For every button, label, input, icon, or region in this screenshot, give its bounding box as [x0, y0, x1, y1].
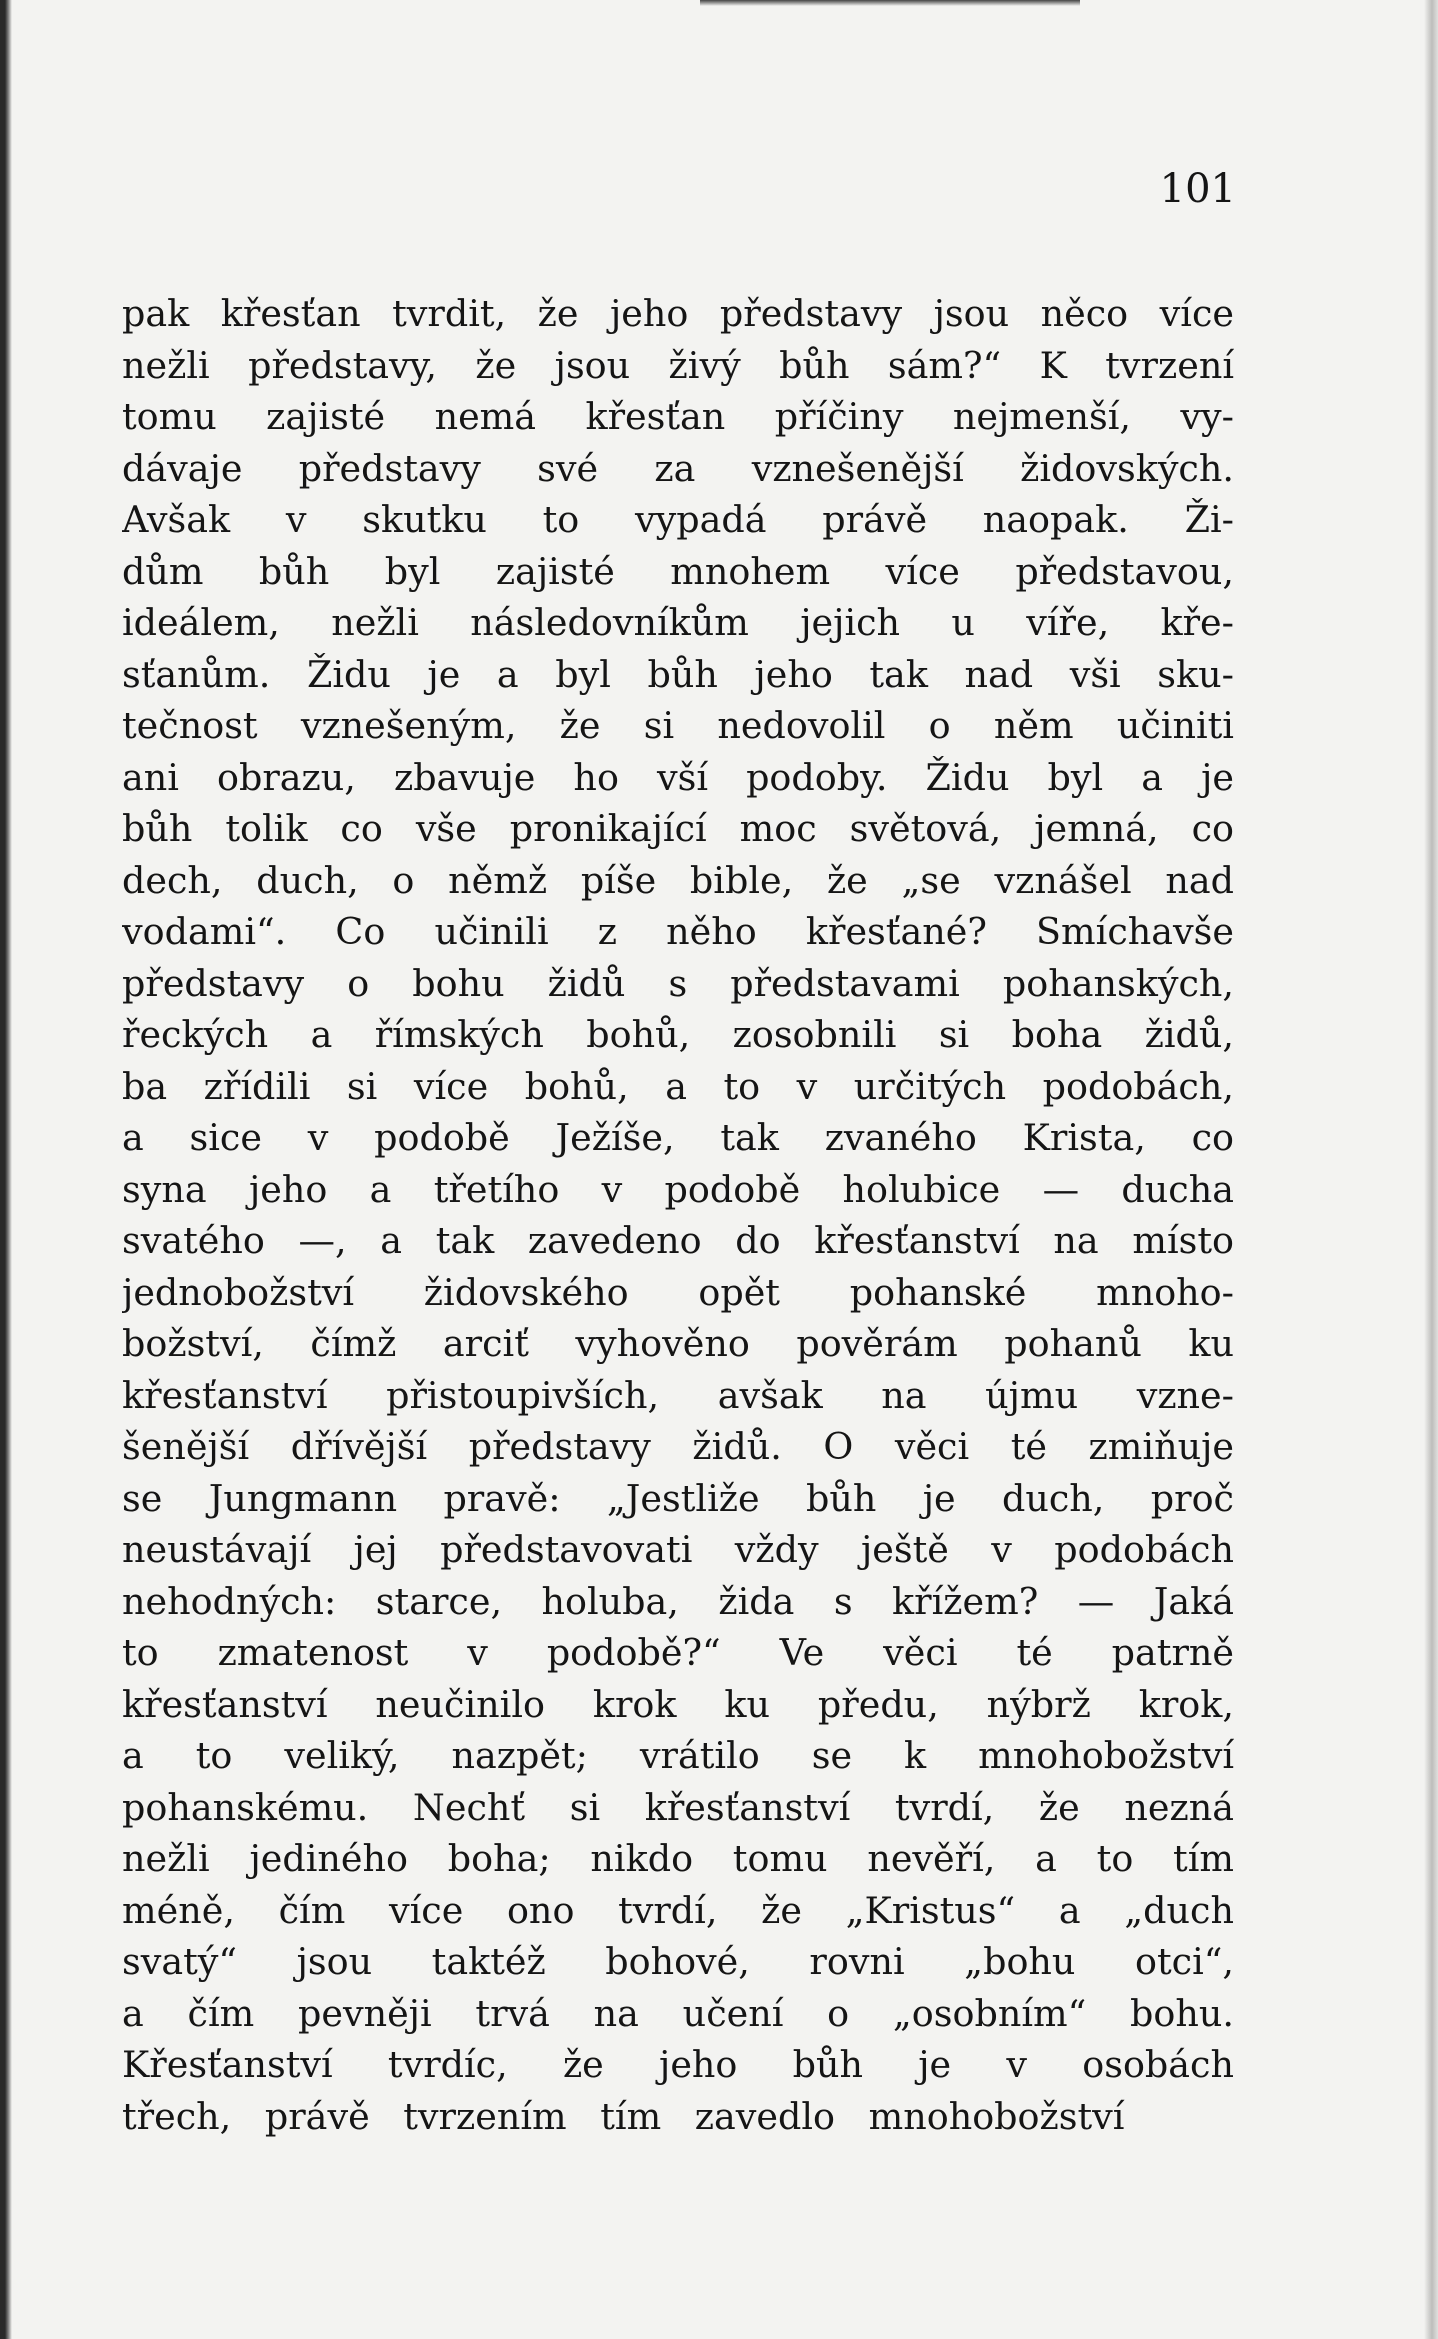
page-number: 101 — [1159, 166, 1236, 212]
text-line: nežli představy, že jsou živý bůh sám?“ K tvrzení — [122, 343, 1234, 387]
text-line: a sice v podobě Ježíše, tak zvaného Krista, co — [122, 1116, 1234, 1159]
text-line: to zmatenost v podobě?“ Ve věci té patrně — [122, 1631, 1234, 1674]
text-line: řeckých a římských bohů, zosobnili si boha židů, — [122, 1013, 1234, 1056]
text-line: svatého —, a tak zavedeno do křesťanství na místo — [122, 1219, 1234, 1262]
text-line: se Jungmann pravě: „Jestliže bůh je duch, proč — [122, 1476, 1234, 1520]
text-line: neustávají jej představovati vždy ještě v podobách — [122, 1528, 1234, 1571]
text-line: třech, právě tvrzením tím zavedlo mnohobožství — [122, 2094, 1125, 2138]
page-left-edge — [0, 0, 12, 2339]
text-line: tečnost vznešeným, že si nedovolil o něm učiniti — [122, 704, 1234, 747]
text-line: pak křesťan tvrdit, že jeho představy jsou něco více — [122, 292, 1234, 335]
text-line: Avšak v skutku to vypadá právě naopak. Ži- — [122, 498, 1234, 541]
text-line: bůh tolik co vše pronikající moc světová, jemná, co — [122, 807, 1234, 850]
text-line: pohanskému. Nechť si křesťanství tvrdí, že nezná — [122, 1785, 1234, 1829]
text-line: dům bůh byl zajisté mnohem více představou, — [122, 549, 1234, 593]
text-line: a čím pevněji trvá na učení o „osobním“ bohu. — [122, 1991, 1234, 2035]
text-line: představy o bohu židů s představami pohanských, — [122, 961, 1234, 1005]
text-line: sťanům. Židu je a byl bůh jeho tak nad vši sku- — [122, 652, 1234, 696]
text-line: nehodných: starce, holuba, žida s křížem? — Jaká — [122, 1579, 1234, 1623]
text-line: šenější dřívější představy židů. O věci té zmiňuje — [122, 1425, 1234, 1468]
text-line: tomu zajisté nemá křesťan příčiny nejmenší, vy- — [122, 395, 1234, 438]
text-line: ani obrazu, zbavuje ho vší podoby. Židu byl a je — [122, 755, 1234, 799]
text-line: ba zřídili si více bohů, a to v určitých podobách, — [122, 1064, 1234, 1108]
text-line: Křesťanství tvrdíc, že jeho bůh je v osobách — [122, 2043, 1234, 2086]
text-line: dávaje představy své za vznešenější židovských. — [122, 446, 1234, 490]
page-right-edge — [1424, 0, 1438, 2339]
text-line: křesťanství neučinilo krok ku předu, nýbrž krok, — [122, 1682, 1234, 1726]
text-line: ideálem, nežli následovníkům jejich u víře, kře- — [122, 601, 1234, 644]
text-line: méně, čím více ono tvrdí, že „Kristus“ a „duch — [122, 1888, 1234, 1932]
text-line: vodami“. Co učinili z něho křesťané? Smíchavše — [122, 910, 1234, 953]
text-line: dech, duch, o němž píše bible, že „se vznášel nad — [122, 858, 1234, 902]
text-line: nežli jediného boha; nikdo tomu nevěří, a to tím — [122, 1837, 1234, 1880]
text-line: a to veliký, nazpět; vrátilo se k mnohobožství — [122, 1734, 1234, 1777]
text-line: božství, čímž arciť vyhověno pověrám pohanů ku — [122, 1322, 1234, 1365]
text-line: svatý“ jsou taktéž bohové, rovni „bohu otci“, — [122, 1940, 1234, 1983]
body-text — [122, 288, 1234, 2142]
text-line: křesťanství přistoupivších, avšak na újmu vzne- — [122, 1373, 1234, 1417]
text-line: syna jeho a třetího v podobě holubice — ducha — [122, 1167, 1234, 1211]
page-top-edge — [700, 0, 1080, 6]
text-line: jednobožství židovského opět pohanské mnoho- — [122, 1270, 1234, 1314]
